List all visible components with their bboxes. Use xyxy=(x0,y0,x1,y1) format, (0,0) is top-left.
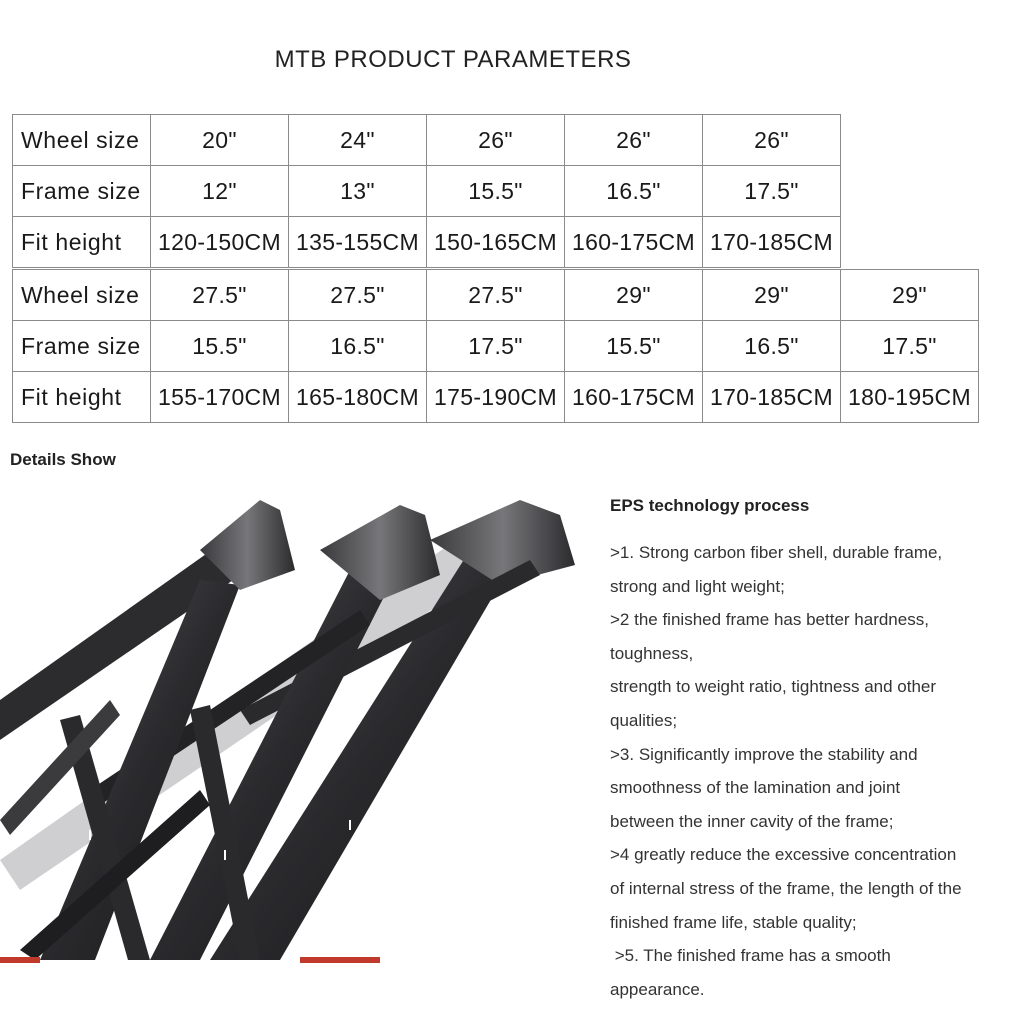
details-heading: Details Show xyxy=(10,450,116,469)
table-cell: 20" xyxy=(151,115,289,166)
table-cell: 16.5" xyxy=(565,166,703,217)
eps-line: finished frame life, stable quality; xyxy=(610,912,857,932)
table-cell: 24" xyxy=(289,115,427,166)
table-cell: 29" xyxy=(703,270,841,321)
table-cell: 17.5" xyxy=(703,166,841,217)
params-table-top xyxy=(12,114,841,268)
eps-line: strong and light weight; xyxy=(610,576,785,596)
table-cell: 160-175CM xyxy=(565,217,703,268)
table-cell: 29" xyxy=(841,270,979,321)
eps-line: toughness, xyxy=(610,643,694,663)
row-header: Frame size xyxy=(13,321,151,372)
table-cell: 150-165CM xyxy=(427,217,565,268)
row-header: Frame size xyxy=(13,166,151,217)
row-header: Wheel size xyxy=(13,270,151,321)
table-cell: 170-185CM xyxy=(703,372,841,423)
table-cell: 27.5" xyxy=(427,270,565,321)
table-cell: 16.5" xyxy=(703,321,841,372)
table-cell: 175-190CM xyxy=(427,372,565,423)
eps-description xyxy=(610,536,1010,1006)
eps-line: strength to weight ratio, tightness and other xyxy=(610,677,937,697)
eps-title: EPS technology process xyxy=(610,496,810,515)
table-cell: 135-155CM xyxy=(289,217,427,268)
eps-line: >3. Significantly improve the stability and xyxy=(610,744,918,764)
table-cell: 170-185CM xyxy=(703,217,841,268)
eps-line: smoothness of the lamination and joint xyxy=(610,778,901,798)
table-cell: 15.5" xyxy=(427,166,565,217)
table-cell: 26" xyxy=(703,115,841,166)
eps-line: appearance. xyxy=(610,979,705,999)
table-cell: 29" xyxy=(565,270,703,321)
table-cell: 120-150CM xyxy=(151,217,289,268)
table-row xyxy=(13,270,979,321)
carbon-frames-photo xyxy=(0,490,590,965)
table-cell: 27.5" xyxy=(289,270,427,321)
table-cell: 17.5" xyxy=(427,321,565,372)
table-row xyxy=(13,115,841,166)
table-cell: 155-170CM xyxy=(151,372,289,423)
table-cell: 15.5" xyxy=(151,321,289,372)
table-cell: 13" xyxy=(289,166,427,217)
table-cell: 15.5" xyxy=(565,321,703,372)
table-cell: 26" xyxy=(427,115,565,166)
table-cell: 16.5" xyxy=(289,321,427,372)
eps-line: between the inner cavity of the frame; xyxy=(610,811,894,831)
table-cell: 180-195CM xyxy=(841,372,979,423)
eps-line: of internal stress of the frame, the length of the xyxy=(610,878,962,898)
eps-line: >4 greatly reduce the excessive concentration xyxy=(610,845,957,865)
table-cell: 27.5" xyxy=(151,270,289,321)
params-table-bottom xyxy=(12,269,979,423)
table-cell: 12" xyxy=(151,166,289,217)
table-cell: 160-175CM xyxy=(565,372,703,423)
row-header: Fit height xyxy=(13,372,151,423)
table-row xyxy=(13,321,979,372)
table-row xyxy=(13,372,979,423)
page-title: MTB PRODUCT PARAMETERS xyxy=(274,46,632,73)
eps-line: qualities; xyxy=(610,710,678,730)
table-cell: 17.5" xyxy=(841,321,979,372)
eps-line: >5. The finished frame has a smooth xyxy=(610,946,891,966)
table-cell: 165-180CM xyxy=(289,372,427,423)
table-cell: 26" xyxy=(565,115,703,166)
row-header: Wheel size xyxy=(13,115,151,166)
table-row xyxy=(13,217,841,268)
row-header: Fit height xyxy=(13,217,151,268)
eps-line: >2 the finished frame has better hardness, xyxy=(610,610,929,630)
eps-line: >1. Strong carbon fiber shell, durable frame, xyxy=(610,543,943,562)
table-row xyxy=(13,166,841,217)
